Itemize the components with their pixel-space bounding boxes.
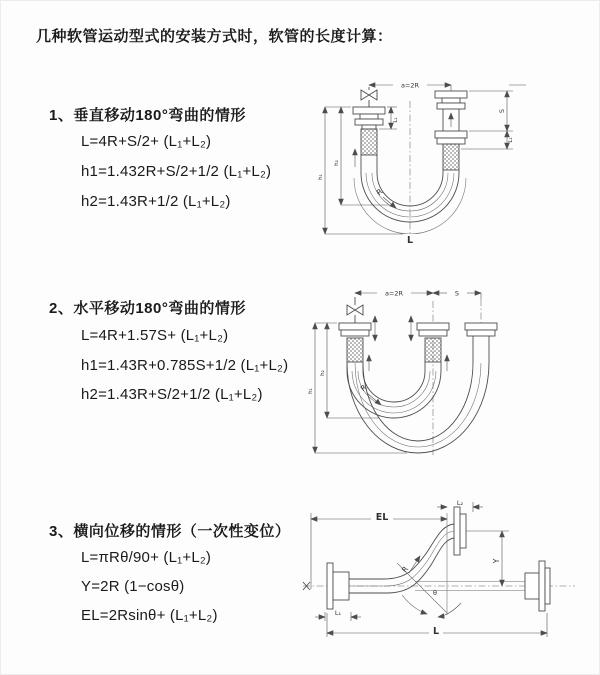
- section3-formula-L: L=πRθ/90+ (L₁+L₂): [81, 549, 212, 566]
- left-fitting: [353, 107, 385, 173]
- span-dim-label: a=2R: [384, 289, 404, 298]
- length-label: L: [406, 235, 414, 245]
- offset-dim-label: S: [454, 289, 460, 298]
- fitting-right-label: L₁: [508, 137, 514, 143]
- dimension-offset: [469, 91, 513, 131]
- dimension-fitting-right: [461, 131, 514, 149]
- l1-label: L₁: [334, 609, 342, 617]
- l2-label: L₂: [456, 499, 464, 507]
- dimension-l1: [315, 609, 361, 621]
- diagram-lateral-displacement: [297, 493, 582, 648]
- dimension-height1: [318, 107, 403, 234]
- y-label: Y: [492, 558, 501, 564]
- dimension-span: [355, 290, 433, 298]
- angle-construction: [397, 513, 461, 617]
- hose-u-bend: [347, 371, 441, 418]
- fitting-left-label: L₁: [393, 117, 399, 123]
- section1-formula-h2: h2=1.43R+1/2 (L₁+L₂): [81, 193, 231, 210]
- height2-label: h₂: [334, 160, 340, 166]
- dimension-height2: [320, 323, 379, 418]
- height1-label: h₁: [318, 174, 324, 180]
- page-title: 几种软管运动型式的安装方式时，软管的长度计算：: [36, 28, 393, 45]
- diagram-horizontal-180-bend: [307, 283, 522, 461]
- length-label: L: [432, 626, 440, 637]
- hose-s-curve: [349, 524, 455, 593]
- section1-formula-h1: h1=1.432R+S/2+1/2 (L₁+L₂): [81, 163, 272, 180]
- right-fitting: [465, 323, 497, 363]
- dimension-length: [327, 613, 547, 637]
- section3-formula-Y: Y=2R (1−cosθ): [81, 578, 185, 595]
- span-dim-label: a=2R: [400, 81, 420, 90]
- diagram-vertical-180-bend: [311, 77, 526, 245]
- dimension-offset: [433, 290, 481, 300]
- raised-flange: [454, 507, 466, 555]
- height1-label: h₁: [308, 388, 314, 394]
- valve-icon: [347, 297, 363, 323]
- dimension-y: [466, 531, 509, 586]
- section3-formula-EL: EL=2Rsinθ+ (L₁+L₂): [81, 607, 218, 624]
- middle-fitting: [417, 323, 449, 371]
- hose-u-bend-moved: [347, 363, 489, 453]
- left-flange: [327, 563, 349, 609]
- dimension-span: [369, 82, 526, 93]
- section1-heading: 1、垂直移动180°弯曲的情形: [49, 107, 246, 124]
- right-fitting-lower: [435, 131, 467, 173]
- valve-icon: [361, 87, 377, 107]
- section2-formula-L: L=4R+1.57S+ (L₁+L₂): [81, 327, 229, 344]
- section2-heading: 2、水平移动180°弯曲的情形: [49, 300, 246, 317]
- radius-label: R: [399, 564, 411, 575]
- el-label: EL: [375, 512, 389, 523]
- section2-formula-h2: h2=1.43R+S/2+1/2 (L₁+L₂): [81, 386, 263, 403]
- offset-dim-label: S: [498, 108, 506, 114]
- height2-label: h₂: [320, 370, 326, 376]
- radius-label: R: [358, 382, 369, 394]
- section2-formula-h1: h1=1.43R+0.785S+1/2 (L₁+L₂): [81, 357, 289, 374]
- section1-formula-L: L=4R+S/2+ (L₁+L₂): [81, 133, 212, 150]
- section3-heading: 3、横向位移的情形（一次性变位）: [49, 523, 291, 540]
- radius-label: R: [374, 186, 385, 198]
- angle-label: θ: [433, 589, 437, 597]
